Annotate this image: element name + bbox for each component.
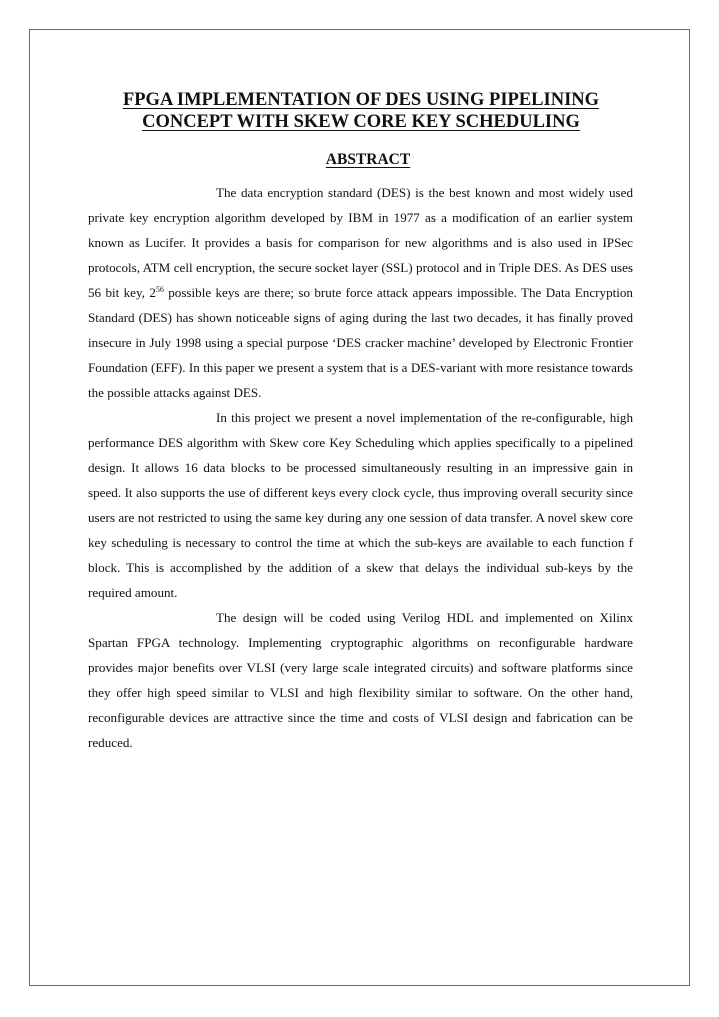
abstract-body	[88, 180, 633, 755]
paragraph-1-text-b: possible keys are there; so brute force attack appears impossible. The Data Encryption Standard (DES) has shown noticeable signs of aging during the last two decades, it has finally proved insecure in July 1998 using a special purpose ‘DES cracker machine’ developed by Electronic Frontier Foundation (EFF). In this paper we present a system that is a DES-variant with more resistance towards the possible attacks against DES.	[88, 285, 633, 400]
document-title	[88, 89, 634, 133]
abstract-paragraph-3: The design will be coded using Verilog HDL and implemented on Xilinx Spartan FPGA technology. Implementing cryptographic algorithms on reconfigurable hardware provides major benefits over VLSI (very large scale integrated circuits) and software platforms since they offer high speed similar to VLSI and high flexibility similar to software. On the other hand, reconfigurable devices are attractive since the time and costs of VLSI design and fabrication can be reduced.	[88, 610, 633, 750]
abstract-heading-label: ABSTRACT	[325, 151, 411, 168]
key-space-exponent: 56	[155, 285, 164, 294]
paragraph-1-text-a: The data encryption standard (DES) is the best known and most widely used private key encryption algorithm developed by IBM in 1977 as a modification of an earlier system known as Lucifer. It provides a basis for comparison for new algorithms and is also used in IPSec protocols, ATM cell encryption, the secure socket layer (SSL) protocol and in Triple DES. As DES uses 56 bit key, 2	[88, 185, 633, 300]
title-line-2: CONCEPT WITH SKEW CORE KEY SCHEDULING	[142, 112, 580, 132]
abstract-paragraph-2: In this project we present a novel implementation of the re-configurable, high performance DES algorithm with Skew core Key Scheduling which applies specifically to a pipelined design. It allows 16 data blocks to be processed simultaneously resulting in an impressive gain in speed. It also supports the use of different keys every clock cycle, thus improving overall security since users are not restricted to using the same key during any one session of data transfer. A novel skew core key scheduling is necessary to control the time at which the sub-keys are available to each function f block. This is accomplished by the addition of a skew that delays the individual sub-keys by the required amount.	[88, 410, 633, 600]
title-line-1: FPGA IMPLEMENTATION OF DES USING PIPELINING	[122, 90, 600, 110]
abstract-paragraph-1	[88, 180, 633, 405]
abstract-heading	[88, 150, 634, 170]
